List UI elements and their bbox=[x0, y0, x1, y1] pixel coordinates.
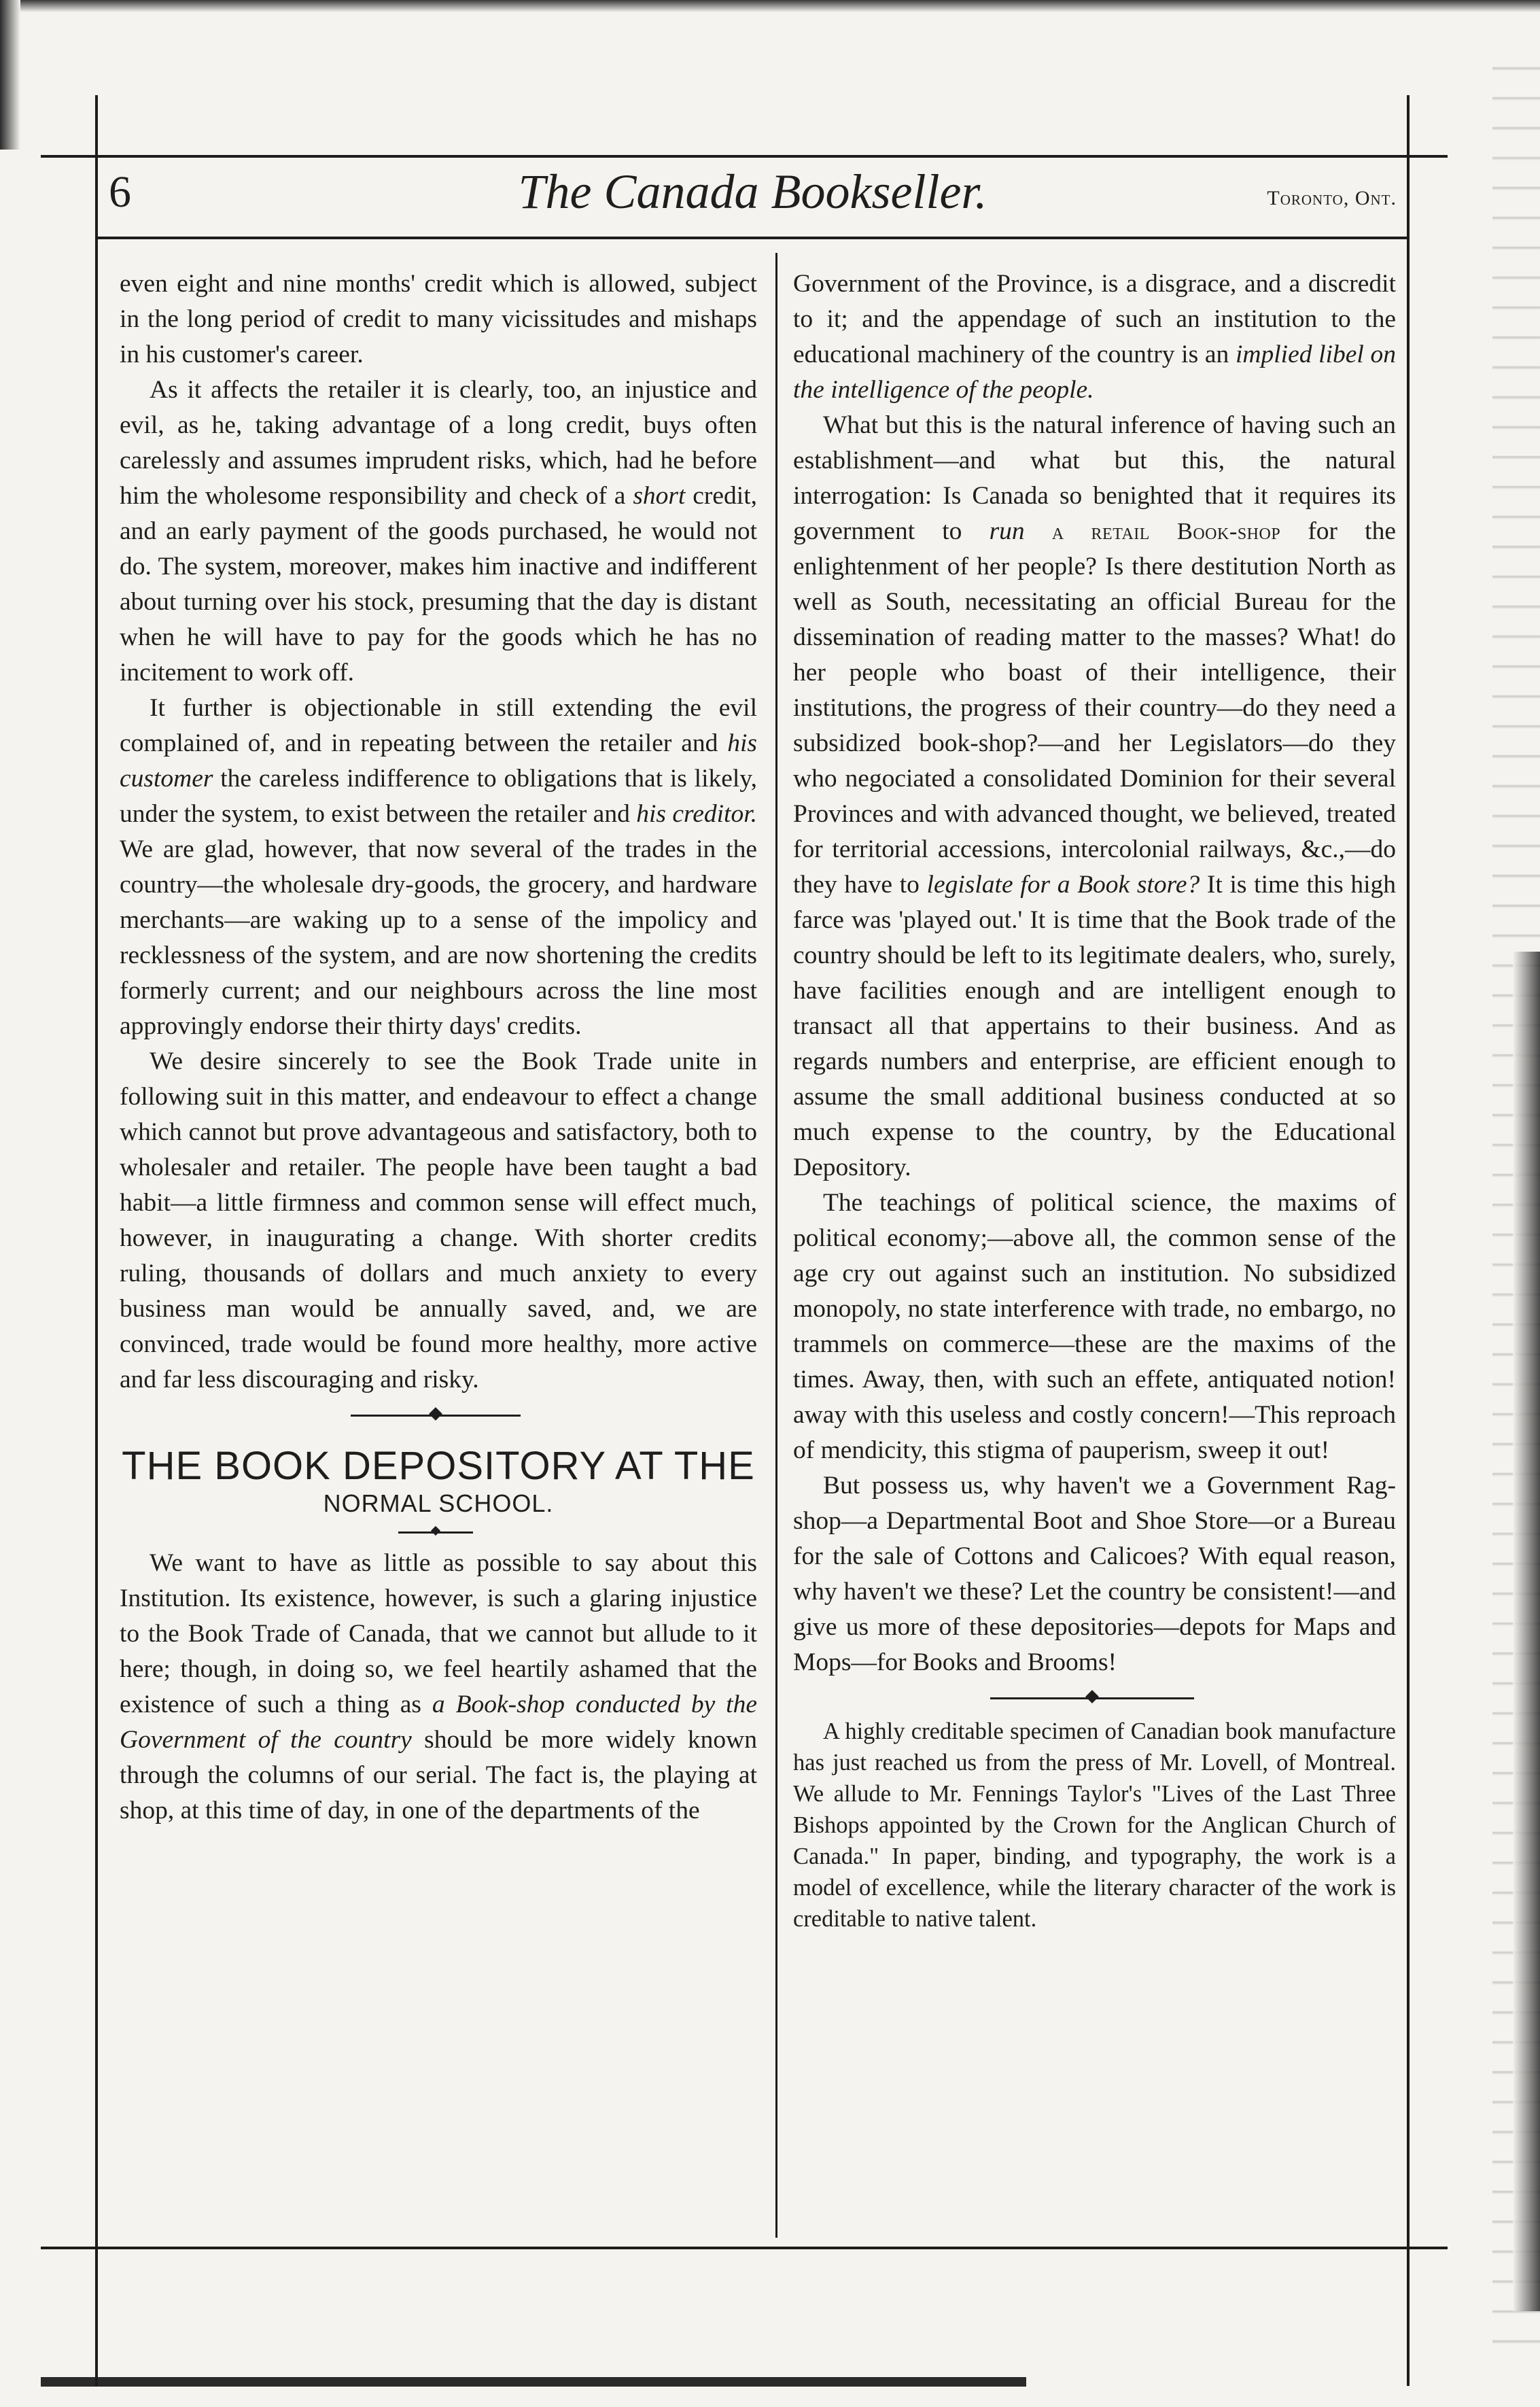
ornamental-separator bbox=[793, 1684, 1396, 1712]
paragraph: We desire sincerely to see the Book Trade unite in following suit in this matter, and endeavour to effect a change which cannot but prove advantageous and satisfactory, both to wholesaler and retailer. The people have been taught a bad habit—a little firmness and common sense will effect much, however, in inaugurating a change. With shorter credits ruling, thousands of dollars and much anxiety to every business man would be annually saved, and, we are convinced, trade would be found more healthy, more active and far less discouraging and risky. bbox=[120, 1047, 757, 1393]
scan-edge-top bbox=[0, 0, 1540, 12]
border-right bbox=[1407, 95, 1410, 2386]
scan-edge-right-shadow bbox=[1513, 952, 1540, 2311]
location-label: Toronto, Ont. bbox=[1267, 187, 1397, 209]
header-rule-bottom bbox=[95, 237, 1410, 239]
section-title: THE BOOK DEPOSITORY AT THE bbox=[122, 1444, 755, 1488]
border-left bbox=[95, 95, 98, 2386]
paragraph: But possess us, why haven't we a Government Rag-shop—a Departmental Boot and Shoe Store—or a Bureau for the sale of Cottons and Calicoes? With equal reason, why haven't we these? Let the country be consistent!—and give us more of these depositories—depots for Maps and Mops—for Books and Brooms! bbox=[793, 1472, 1396, 1676]
paragraph: We want to have as little as possible to say about this Institution. Its existence, however, is such a glaring injustice to the Book Trade of Canada, that we cannot but allude to it here; though, in doing so, we feel heartily ashamed that the existence of such a thing as a Book-shop conducted by the Government of the country should be more widely known through the columns of our serial. The fact is, the playing at shop, at this time of day, in one of the departments of the bbox=[120, 1549, 758, 1824]
section-subtitle: NORMAL SCHOOL. bbox=[323, 1489, 554, 1517]
small-separator bbox=[120, 1523, 757, 1542]
page-header bbox=[109, 160, 1397, 235]
header-rule-top bbox=[41, 155, 1448, 158]
paragraph: Government of the Province, is a disgrace, and a discredit to it; and the appendage of such an institution to the educational machinery of the country is an implied libel on the intelligence of the people. bbox=[793, 270, 1397, 404]
paragraph: What but this is the natural inference of having such an establishment—and what but this, the natural interrogation: Is Canada so benighted that it requires its government to run a retail Book-shop for the enlightenment of her people? Is there destitution North as well as South, necessitating an official Bureau for the dissemination of reading matter to the masses? What! do her people who boast of their intelligence, their institutions, the progress of their country—do they need a subsidized book-shop?—and her Legislators—do they who negociated a consolidated Dominion for their several Provinces and with advanced thought, we believed, treated for territorial accessions, intercolonial railways, &c.,—do they have to legislate for a Book store? It is time this high farce was 'played out.' It is time that the Book trade of the country should be left to its legitimate dealers, who, surely, have facilities enough and are intelligent enough to transact all that appertains to their business. And as regards numbers and enterprise, are efficient enough to assume the small additional business conducted at so much expense to the country, by the Educational Depository. bbox=[793, 411, 1396, 1181]
column-divider bbox=[775, 253, 777, 2238]
footer-rule bbox=[41, 2247, 1448, 2249]
paragraph: even eight and nine months' credit which is allowed, subject in the long period of credit to many vicissitudes and mishaps in his customer's career. bbox=[120, 270, 757, 368]
page-number: 6 bbox=[109, 167, 131, 217]
right-column bbox=[793, 266, 1396, 1935]
scan-edge-bottom bbox=[41, 2377, 1026, 2387]
ornamental-separator bbox=[120, 1402, 757, 1429]
journal-title: The Canada Bookseller. bbox=[518, 164, 987, 219]
paragraph: It further is objectionable in still extending the evil complained of, and in repeating between the retailer and his customer the careless indifference to obligations that is likely, under the system, to exist between the retailer and his creditor. We are glad, however, that now several of the trades in the country—the wholesale dry-goods, the grocery, and hardware merchants—are waking up to a sense of the impolicy and recklessness of the system, and are now shortening the credits formerly current; and our neighbours across the line most approvingly endorse their thirty days' credits. bbox=[120, 694, 758, 1040]
paragraph: A highly creditable specimen of Canadian book manufacture has just reached us from the press of Mr. Lovell, of Montreal. We allude to Mr. Fennings Taylor's "Lives of the Last Three Bishops appointed by the Crown for the Anglican Church of Canada." In paper, binding, and typography, the work is a model of excellence, while the literary character of the work is creditable to native talent. bbox=[793, 1718, 1396, 1932]
paragraph: The teachings of political science, the maxims of political economy;—above all, the common sense of the age cry out against such an institution. No subsidized monopoly, no state interference with trade, no embargo, no trammels on commerce—these are the maxims of the times. Away, then, with such an effete, antiquated notion! away with this useless and costly concern!—This reproach of mendicity, this stigma of pauperism, sweep it out! bbox=[793, 1189, 1396, 1464]
scan-edge-left-shadow bbox=[0, 0, 20, 150]
paragraph: As it affects the retailer it is clearly, too, an injustice and evil, as he, taking advantage of a long credit, buys often carelessly and assumes imprudent risks, which, had he before him the wholesome responsibility and check of a short credit, and an early payment of the goods purchased, he would not do. The system, moreover, makes him inactive and indifferent about turning over his stock, presuming that the day is distant when he will have to pay for the goods which he has no incitement to work off. bbox=[120, 376, 758, 687]
left-column bbox=[120, 266, 757, 1829]
